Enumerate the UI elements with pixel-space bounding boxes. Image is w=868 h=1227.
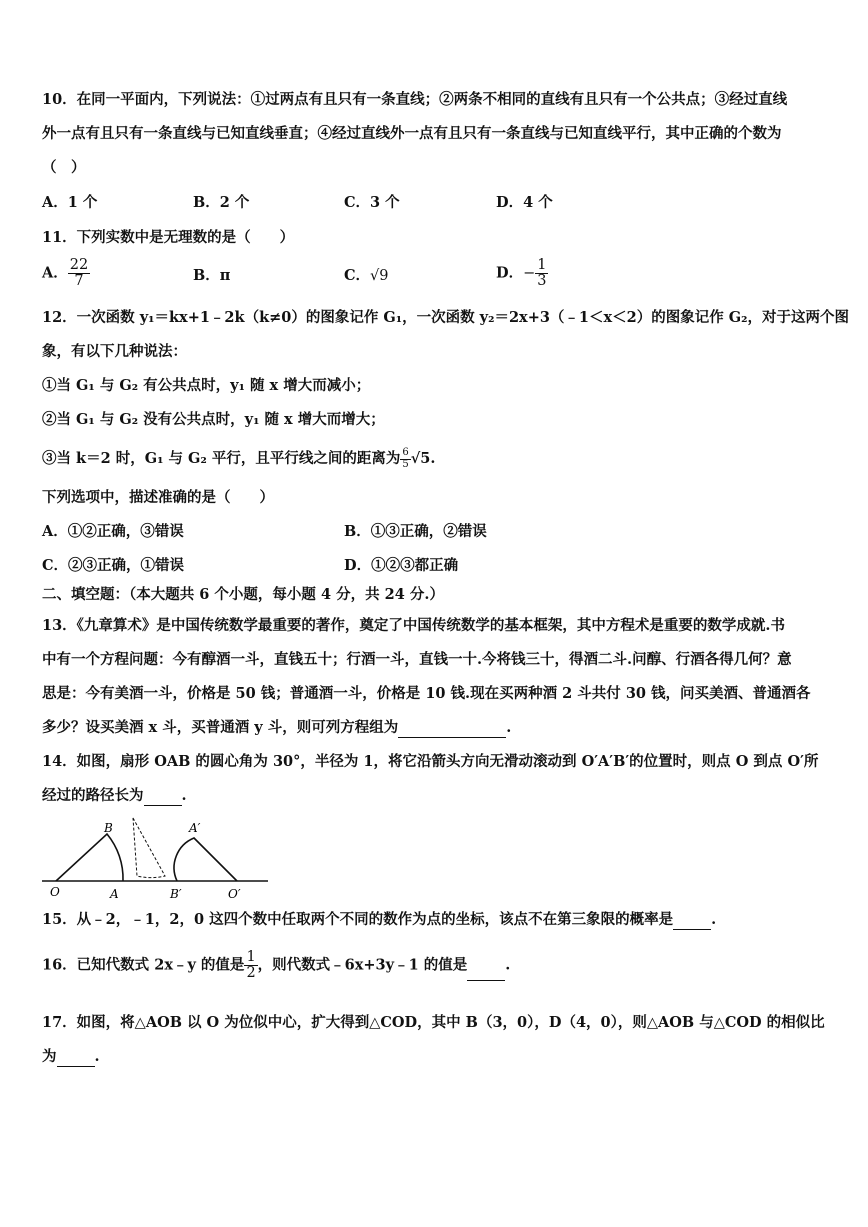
q12-line2: 象，有以下几种说法：	[42, 343, 187, 360]
section-heading: 二、填空题：（本大题共 6 个小题，每小题 4 分，共 24 分.）	[42, 586, 444, 603]
q11-option-d-label: D．	[496, 264, 524, 282]
q14-end: .	[181, 787, 187, 804]
label-a-prime: A′	[189, 821, 201, 835]
q10-line1: 10．在同一平面内，下列说法：①过两点有且只有一条直线；②两条不相同的直线有且只有一个公共点；③经过直线	[42, 91, 788, 108]
q10-option-c: C．3 个	[344, 194, 400, 211]
q16-line	[42, 950, 510, 981]
q15-answer-blank[interactable]	[673, 913, 711, 930]
q13-line4-text: 多少？设买美酒 x 斗，买普通酒 y 斗，则可列方程组为	[42, 719, 399, 736]
q11-option-d-sign: −	[523, 265, 536, 282]
q11-option-c	[344, 266, 389, 286]
q11-stem: 11．下列实数中是无理数的是（ ）	[42, 229, 295, 246]
q12-statement-1: ①当 G₁ 与 G₂ 有公共点时，y₁ 随 x 增大而减小；	[42, 377, 371, 394]
q14-answer-blank[interactable]	[144, 789, 182, 806]
q16-end: .	[505, 956, 511, 974]
q13-answer-blank[interactable]	[398, 721, 506, 738]
fraction-denominator: 3	[537, 273, 547, 290]
q14-figure	[40, 814, 272, 900]
q13-end: .	[506, 719, 512, 736]
fraction-denominator: 5	[402, 458, 409, 470]
q12-option-c: C．②③正确，①错误	[42, 557, 185, 574]
q17-answer-blank[interactable]	[57, 1050, 95, 1067]
q11-option-a-fraction	[68, 258, 90, 289]
q15-text: 15．从﹣2，﹣1，2，0 这四个数中任取两个不同的数作为点的坐标，该点不在第三象限的概率是	[42, 911, 674, 928]
q11-option-b: B．π	[193, 267, 231, 284]
q12-statement-3	[42, 448, 435, 470]
label-b: B	[104, 821, 113, 835]
q16-answer-blank[interactable]	[467, 964, 505, 981]
q10-option-a: A．1 个	[42, 194, 98, 211]
q11-option-a-label: A．	[42, 264, 68, 282]
q12-distance-fraction	[400, 448, 410, 470]
q16-text-pre: 16．已知代数式 2x﹣y 的值是	[42, 956, 245, 974]
q13-line4	[42, 718, 511, 738]
q12-option-d: D．①②③都正确	[344, 557, 459, 574]
q16-fraction	[244, 950, 257, 981]
q12-prompt: 下列选项中，描述准确的是（ ）	[42, 489, 274, 506]
label-o: O	[50, 885, 60, 899]
q14-line2-text: 经过的路径长为	[42, 787, 144, 804]
fraction-numerator: 1	[537, 257, 547, 273]
q11-option-c-value: √9	[370, 268, 389, 284]
label-b-prime: B′	[170, 887, 182, 900]
q12-statement-3-root: √5.	[410, 450, 436, 467]
fraction-numerator: 22	[69, 257, 89, 273]
q15-line	[42, 910, 716, 930]
fraction-denominator: 2	[246, 965, 256, 982]
q15-end: .	[711, 911, 717, 928]
q10-option-d: D．4 个	[496, 194, 553, 211]
q17-line1: 17．如图，将△AOB 以 O 为位似中心，扩大得到△COD，其中 B（3，0），D（4，0），则△AOB 与△COD 的相似比	[42, 1014, 825, 1031]
q14-line1: 14．如图，扇形 OAB 的圆心角为 30°，半径为 1，将它沿箭头方向无滑动滚动到 O′A′B′的位置时，则点 O 到点 O′所	[42, 753, 819, 770]
q11-option-c-label: C．	[344, 267, 371, 284]
q12-line1: 12．一次函数 y₁＝kx+1﹣2k（k≠0）的图象记作 G₁，一次函数 y₂＝2x+3（﹣1＜x＜2）的图象记作 G₂，对于这两个图	[42, 309, 850, 326]
q17-end: .	[94, 1048, 100, 1065]
q13-line3: 思是：今有美酒一斗，价格是 50 钱；普通酒一斗，价格是 10 钱.现在买两种酒 2 斗共付 30 钱，问买美酒、普通酒各	[42, 685, 811, 702]
q14-line2	[42, 786, 187, 806]
q11-option-d	[496, 258, 548, 289]
label-a: A	[110, 887, 119, 900]
q10-line3: （ ）	[42, 159, 86, 176]
q11-option-a	[42, 258, 90, 289]
q17-line2-text: 为	[42, 1048, 57, 1065]
q11-option-d-fraction	[535, 258, 548, 289]
q10-line2: 外一点有且只有一条直线与已知直线垂直；④经过直线外一点有且只有一条直线与已知直线平行，其中正确的个数为	[42, 125, 782, 142]
q10-option-b: B．2 个	[193, 194, 250, 211]
q12-option-a: A．①②正确，③错误	[42, 523, 184, 540]
q13-line1: 13．《九章算术》是中国传统数学最重要的著作，奠定了中国传统数学的基本框架，其中方程术是重要的数学成就.书	[42, 617, 785, 634]
fraction-numerator: 6	[402, 447, 409, 458]
q12-statement-2: ②当 G₁ 与 G₂ 没有公共点时，y₁ 随 x 增大而增大；	[42, 411, 385, 428]
fraction-denominator: 7	[74, 273, 84, 290]
q12-option-b: B．①③正确，②错误	[344, 523, 487, 540]
q13-line2: 中有一个方程问题：今有醇酒一斗，直钱五十；行酒一斗，直钱一十.今将钱三十，得酒二斗.问醇、行酒各得几何？意	[42, 651, 792, 668]
q16-text-post: ，则代数式﹣6x+3y﹣1 的值是	[257, 956, 468, 974]
q12-statement-3-text: ③当 k＝2 时，G₁ 与 G₂ 平行，且平行线之间的距离为	[42, 450, 401, 467]
label-o-prime: O′	[228, 887, 241, 900]
fraction-numerator: 1	[246, 949, 256, 965]
q17-line2	[42, 1047, 100, 1067]
